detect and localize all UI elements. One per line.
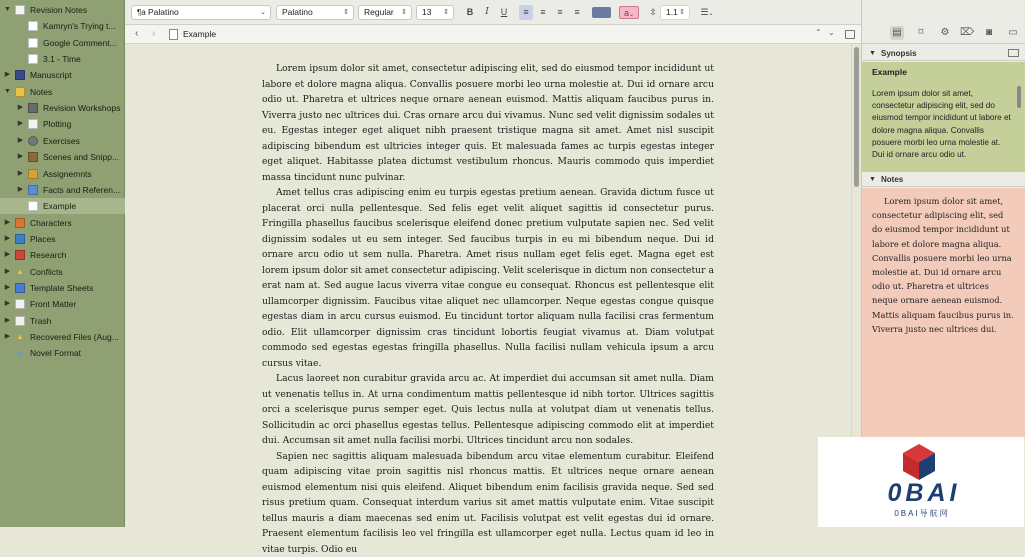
binder-item-label: Scenes and Snipp...: [43, 149, 122, 165]
snapshot-camera-icon[interactable]: ◙: [982, 26, 996, 40]
binder-item-label: Exercises: [43, 133, 122, 149]
notes-header[interactable]: [862, 172, 1025, 187]
notes-text[interactable]: [862, 188, 1025, 437]
disclosure-open-icon[interactable]: ▼: [3, 2, 12, 18]
line-spacing-icon: ⇳: [647, 5, 659, 20]
binder-item[interactable]: [0, 345, 125, 361]
font-weight-value: Regular: [364, 7, 394, 17]
align-right-button[interactable]: ≡: [553, 5, 567, 20]
binder-item-label: Research: [30, 247, 122, 263]
disclosure-closed-icon[interactable]: ▶: [3, 264, 12, 280]
paragraph: Sapien nec sagittis aliquam malesuada bibendum arcu vitae elementum curabitur. Eleifend quam adipiscing vitae proin sagittis nisl rhoncus mattis. Et ultrices neque ornare aenean euismod elementum nisi quis eleifend. Aliquet bibendum enim facilisis gravida neque. Sed sed risus pretium quam. Consequat interdum varius sit amet mattis vulputate enim. Vitae suscipit tellus mauris a diam maecenas sed enim ut. Facilisis volutpat est velit egestas dui id ornare. Praesent elementum facilisis leo vel fringilla est ullamcorper eget nulla. Lectus quam id leo in vitae turpis. Odio eu: [262, 449, 714, 557]
trash-icon: [15, 316, 25, 326]
disclosure-closed-icon[interactable]: ▶: [16, 133, 25, 149]
next-document-icon[interactable]: ⌄: [828, 28, 835, 37]
scenes-icon: [28, 152, 38, 162]
binder-item[interactable]: [0, 84, 125, 100]
paragraph: Amet tellus cras adipiscing enim eu turpis egestas pretium aenean. Gravida dictum fusce ut placerat orci nulla pellentesque. Sed felis eget velit aliquet sagittis id consectetur purus. Fringilla phasellus faucibus scelerisque eleifend donec pretium vulputate sapien nec. Sed velit dignissim sodales ut eu sem integer. Sed faucibus turpis in eu mi bibendum neque. Dui id ornare arcu odio ut sem nulla. Pharetra. Amet risus nullam eget felis eget. Magna eget est lorem ipsum dolor sit amet consectetur adipiscing. Velit scelerisque in dictum non consectetur a erat nam at. Sed augue lacus viverra vitae congue eu consequat. Rhoncus est pellentesque elit ullamcorper dignissim. Faucibus vitae aliquet nec ullamcorper. Neque egestas congue quisque egestas diam in arcu cursus euismod. Eu tincidunt tortor aliquam nulla facilisi cras fermentum odio. Elit ullamcorper dignissim cras tincidunt lobortis feugiat vivamus at. Diam volutpat commodo sed egestas egestas fringilla phasellus. Nulla facilisi nullam vehicula ipsum a arcu cursus vitae.: [262, 185, 714, 371]
notes-paragraph: Lorem ipsum dolor sit amet, consectetur adipiscing elit, sed do eiusmod tempor incididunt ut labore et dolore magna aliqua. Convallis posuere morbi leo urna molestie at. Dui id ornare arcu odio ut. Pharetra et ultrices neque ornare aenean euismod. Mattis aliquam faucibus purus in. Viverra justo nec ultrices dui.: [872, 194, 1015, 336]
research-icon: [15, 250, 25, 260]
notes-folder-icon: [15, 87, 25, 97]
forward-arrow-icon[interactable]: ›: [152, 28, 155, 39]
binder-item-label: Plotting: [43, 116, 122, 132]
binder-item-label: Example: [43, 198, 122, 214]
binder-item[interactable]: [0, 51, 125, 67]
disclosure-closed-icon[interactable]: ▶: [16, 149, 25, 165]
label-tag-icon[interactable]: ⌦: [960, 26, 974, 40]
binder-item[interactable]: [0, 329, 125, 345]
binder-item[interactable]: [0, 67, 125, 83]
back-arrow-icon[interactable]: ‹: [135, 28, 138, 39]
binder-item[interactable]: [0, 133, 125, 149]
notes-inspector-icon[interactable]: ▤: [890, 26, 904, 40]
scrollbar-thumb[interactable]: [854, 47, 859, 187]
binder-item[interactable]: [0, 116, 125, 132]
binder-item-label: Places: [30, 231, 122, 247]
synopsis-label: Synopsis: [881, 46, 917, 61]
binder-item-label: Google Comment...: [43, 35, 122, 51]
disclosure-closed-icon[interactable]: ▶: [16, 182, 25, 198]
disclosure-closed-icon[interactable]: ▶: [3, 247, 12, 263]
chevron-updown-icon: ⇕: [343, 6, 349, 19]
binder-sidebar: [0, 0, 125, 527]
binder-item[interactable]: [0, 313, 125, 329]
split-editor-icon[interactable]: [845, 30, 855, 39]
disclosure-closed-icon[interactable]: ▶: [3, 329, 12, 345]
binder-item[interactable]: [0, 149, 125, 165]
gear-icon: [28, 136, 38, 146]
image-toggle-icon[interactable]: [1008, 49, 1019, 57]
document-icon: [169, 29, 178, 40]
line-spacing-value: 1.1: [666, 7, 678, 17]
disclosure-open-icon[interactable]: ▼: [3, 84, 12, 100]
binder-item[interactable]: [0, 2, 125, 18]
disclosure-open-icon: ▼: [869, 46, 876, 61]
align-left-button[interactable]: ≡: [519, 5, 533, 20]
binder-item-label: Front Matter: [30, 296, 122, 312]
tag-icon[interactable]: [958, 26, 972, 40]
underline-button[interactable]: U: [497, 5, 511, 20]
disclosure-closed-icon[interactable]: ▶: [16, 100, 25, 116]
watermark-subtitle: 0BAI导航网: [858, 508, 986, 519]
disclosure-closed-icon[interactable]: ▶: [3, 215, 12, 231]
binder-item[interactable]: [0, 198, 125, 214]
inspector-tabs: [862, 0, 1025, 44]
folder-icon: [15, 5, 25, 15]
synopsis-title[interactable]: Example: [862, 62, 1025, 84]
synopsis-header[interactable]: [862, 46, 1025, 61]
align-justify-button[interactable]: ≡: [570, 5, 584, 20]
pencil-icon: [28, 169, 38, 179]
document-icon: [28, 54, 38, 64]
binder-item[interactable]: [0, 231, 125, 247]
binder-item[interactable]: [0, 100, 125, 116]
binder-item-label: 3.1 - Time: [43, 51, 122, 67]
highlight-color-button[interactable]: a⌄: [619, 6, 639, 19]
binder-item[interactable]: [0, 215, 125, 231]
disclosure-closed-icon[interactable]: ▶: [3, 296, 12, 312]
workshop-icon: [28, 103, 38, 113]
chevron-down-icon: ⌄: [260, 6, 266, 19]
disclosure-open-icon: ▼: [869, 172, 876, 187]
font-family-dropdown[interactable]: [276, 5, 354, 20]
binder-item-label: Assignemnts: [43, 166, 122, 182]
binder-item[interactable]: [0, 264, 125, 280]
bookmark-icon[interactable]: ⌑: [914, 26, 928, 40]
watermark-brand: 0BAI: [862, 479, 986, 508]
binder-item[interactable]: [0, 166, 125, 182]
binder-item-label: Characters: [30, 215, 122, 231]
binder-item-label: Revision Workshops: [43, 100, 122, 116]
notes-label: Notes: [881, 172, 903, 187]
font-weight-dropdown[interactable]: [358, 5, 412, 20]
paragraph: Lorem ipsum dolor sit amet, consectetur adipiscing elit, sed do eiusmod tempor incididunt ut labore et dolore magna aliqua. Convallis posuere morbi leo urna molestie at. Dui id ornare arcu odio ut. Pharetra et ultrices neque ornare aenean euismod. Mattis aliquam faucibus purus in. Viverra justo nec ultrices dui. Cras ornare arcu dui vivamus. Nunc sed velit dignissim sodales ut eu. Egestas integer eget aliquet nibh praesent tristique magna sit amet. Amet nisl suscipit adipiscing bibendum est ultricies integer quis. Et malesuada fames ac turpis egestas integer eget aliquet. Habitasse platea dictumst vestibulum rhoncus. Mauris commodo quis imperdiet massa tincidunt nunc pulvinar.: [262, 61, 714, 185]
chevron-updown-icon: ⇕: [401, 6, 407, 19]
disclosure-closed-icon[interactable]: ▶: [16, 166, 25, 182]
binder-item-label: Recovered Files (Aug...: [30, 329, 122, 345]
comments-icon[interactable]: ▭: [1006, 26, 1020, 40]
document-icon: [28, 21, 38, 31]
manuscript-icon: [15, 70, 25, 80]
text-color-button[interactable]: [592, 7, 611, 18]
binder-item[interactable]: [0, 18, 125, 34]
binder-item-label: Facts and Referen...: [43, 182, 122, 198]
binder-item-label: Manuscript: [30, 67, 122, 83]
binder-item-label: Novel Format: [30, 345, 122, 361]
binder-item-label: Conflicts: [30, 264, 122, 280]
font-size-value: 13: [422, 7, 431, 17]
document-text[interactable]: [262, 61, 714, 557]
paragraph-style-icon: ¶a: [137, 8, 148, 17]
disclosure-closed-icon[interactable]: ▶: [16, 116, 25, 132]
binder-item[interactable]: [0, 247, 125, 263]
metadata-icon[interactable]: ⚙: [938, 26, 952, 40]
editor-header-bar: [125, 25, 861, 44]
paragraph: Lacus laoreet non curabitur gravida arcu ac. At imperdiet dui accumsan sit amet nulla. Diam ut venenatis tellus in. At urna condimentum mattis pellentesque id nibh tortor. Ultrices sagittis orci a scelerisque purus semper eget. Quis lectus nulla at volutpat diam ut venenatis tellus. Sollicitudin ac orci phasellus egestas tellus. Pellentesque adipiscing commodo elit at imperdiet dui. Accumsan sit amet nulla facilisi morbi. Ultrices tincidunt arcu non sodales.: [262, 371, 714, 449]
disclosure-closed-icon[interactable]: ▶: [3, 280, 12, 296]
binder-item[interactable]: [0, 296, 125, 312]
disclosure-closed-icon[interactable]: ▶: [3, 231, 12, 247]
template-icon: [15, 283, 25, 293]
logo-cube-icon: [898, 441, 940, 483]
synopsis-scrollbar[interactable]: [1017, 86, 1021, 108]
italic-button[interactable]: I: [480, 5, 494, 20]
disclosure-closed-icon[interactable]: ▶: [3, 313, 12, 329]
binder-item[interactable]: [0, 35, 125, 51]
font-family-value: Palatino: [282, 7, 313, 17]
binder-item[interactable]: [0, 280, 125, 296]
list-button[interactable]: ☰⌄: [697, 5, 717, 20]
format-toolbar: [125, 0, 861, 25]
align-center-button[interactable]: ≡: [536, 5, 550, 20]
paragraph-style-value: Palatino: [148, 7, 179, 17]
binder-item-label: Revision Notes: [30, 2, 122, 18]
synopsis-text[interactable]: Lorem ipsum dolor sit amet, consectetur adipiscing elit, sed do eiusmod tempor incididunt ut labore et dolore magna aliqua. Convallis posuere morbi leo urna molestie at. Dui id ornare arcu odio ut.: [862, 84, 1025, 172]
reference-icon: [28, 185, 38, 195]
document-icon: [28, 38, 38, 48]
binder-item-label: Notes: [30, 84, 122, 100]
places-icon: [15, 234, 25, 244]
bold-button[interactable]: B: [463, 5, 477, 20]
warning-icon: ▲: [15, 267, 25, 277]
highlight-label: a: [624, 8, 629, 18]
editor-pane[interactable]: [125, 44, 851, 527]
disclosure-closed-icon[interactable]: ▶: [3, 67, 12, 83]
characters-icon: [15, 218, 25, 228]
document-icon: [28, 201, 38, 211]
font-size-dropdown[interactable]: [416, 5, 454, 20]
plotting-icon: [28, 119, 38, 129]
binder-item[interactable]: [0, 182, 125, 198]
chevron-updown-icon: ⇕: [443, 6, 449, 19]
warning-icon: ▲: [15, 332, 25, 342]
watermark: [818, 437, 1024, 527]
previous-document-icon[interactable]: ⌃: [815, 28, 822, 37]
binder-item-label: Trash: [30, 313, 122, 329]
front-matter-icon: [15, 299, 25, 309]
paragraph-style-dropdown[interactable]: [131, 5, 271, 20]
editor-title[interactable]: Example: [183, 29, 216, 39]
line-spacing-dropdown[interactable]: [660, 5, 690, 20]
chevron-updown-icon: ⇕: [679, 6, 685, 19]
binder-item-label: Kamryn's Trying t...: [43, 18, 122, 34]
binder-item-label: Template Sheets: [30, 280, 122, 296]
novel-format-icon: ▲: [15, 348, 25, 358]
